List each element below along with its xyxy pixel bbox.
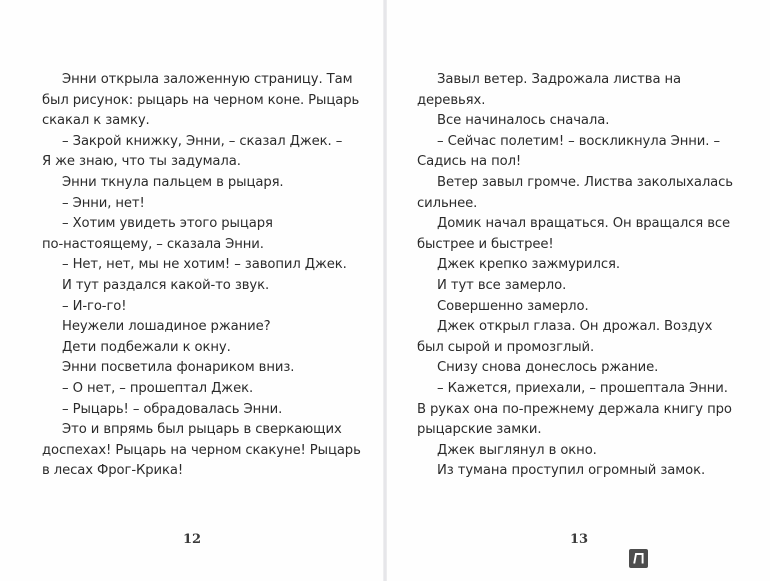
text-line: Энни посветила фонариком вниз. <box>62 360 295 376</box>
text-line: Домик начал вращаться. Он вращался все <box>437 216 731 232</box>
text-line: – Кажется, приехали, – прошептала Энни. <box>437 380 728 396</box>
text-line: – Сейчас полетим! – воскликнула Энни. – <box>437 133 720 149</box>
text-line: Я же знаю, что ты задумала. <box>42 154 241 170</box>
text-line: И тут раздался какой-то звук. <box>62 277 270 293</box>
text-line: В руках она по-прежнему держала книгу про <box>417 401 732 417</box>
text-line: Совершенно замерло. <box>437 298 589 314</box>
text-line: – И-го-го! <box>62 298 127 314</box>
text-line: Дети подбежали к окну. <box>62 339 231 355</box>
text-line: был сырой и промозглый. <box>417 339 595 355</box>
text-line: Это и впрямь был рыцарь в сверкающих <box>62 422 342 438</box>
text-line: деревьях. <box>417 92 486 108</box>
text-line: был рисунок: рыцарь на черном коне. Рыцарь <box>42 92 360 108</box>
text-line: – Нет, нет, мы не хотим! – завопил Джек. <box>62 257 347 273</box>
text-line: Садись на пол! <box>417 154 522 170</box>
text-line: Энни открыла заложенную страницу. Там <box>62 72 353 87</box>
text-line: – Рыцарь! – обрадовалась Энни. <box>62 401 283 417</box>
right-page <box>387 0 770 581</box>
text-line: в лесах Фрог-Крика! <box>42 463 184 479</box>
text-line: – Закрой книжку, Энни, – сказал Джек. – <box>62 133 343 149</box>
text-line: рыцарские замки. <box>417 422 542 438</box>
left-page <box>0 0 383 581</box>
left-page-number: 12 <box>183 532 202 547</box>
text-line: быстрее и быстрее! <box>417 236 554 252</box>
text-line: Джек открыл глаза. Он дрожал. Воздух <box>437 319 713 335</box>
right-page-number: 13 <box>570 532 589 547</box>
text-line: Неужели лошадиное ржание? <box>62 319 271 335</box>
right-page-text <box>417 70 737 482</box>
text-line: – Хотим увидеть этого рыцаря <box>62 216 273 232</box>
text-line: доспехах! Рыцарь на черном скакуне! Рыцарь <box>42 442 361 458</box>
text-line: Джек крепко зажмурился. <box>437 257 620 273</box>
text-line: И тут все замерло. <box>437 277 567 293</box>
litres-logo-icon <box>629 549 648 568</box>
text-line: скакал к замку. <box>42 113 150 129</box>
logo-glyph <box>632 552 645 565</box>
text-line: Снизу снова донеслось ржание. <box>437 360 659 376</box>
text-line: Завыл ветер. Задрожала листва на <box>437 72 682 87</box>
text-line: Джек выглянул в окно. <box>437 442 597 458</box>
text-line: сильнее. <box>417 195 478 211</box>
text-line: – О нет, – прошептал Джек. <box>62 380 254 396</box>
left-page-text <box>42 70 362 482</box>
text-line: Все начиналось сначала. <box>437 113 610 129</box>
text-line: Ветер завыл громче. Листва заколыхалась <box>437 174 733 190</box>
text-line: Из тумана проступил огромный замок. <box>437 463 706 479</box>
text-line: – Энни, нет! <box>62 195 145 211</box>
text-line: по-настоящему, – сказала Энни. <box>42 236 264 252</box>
text-line: Энни ткнула пальцем в рыцаря. <box>62 174 284 190</box>
